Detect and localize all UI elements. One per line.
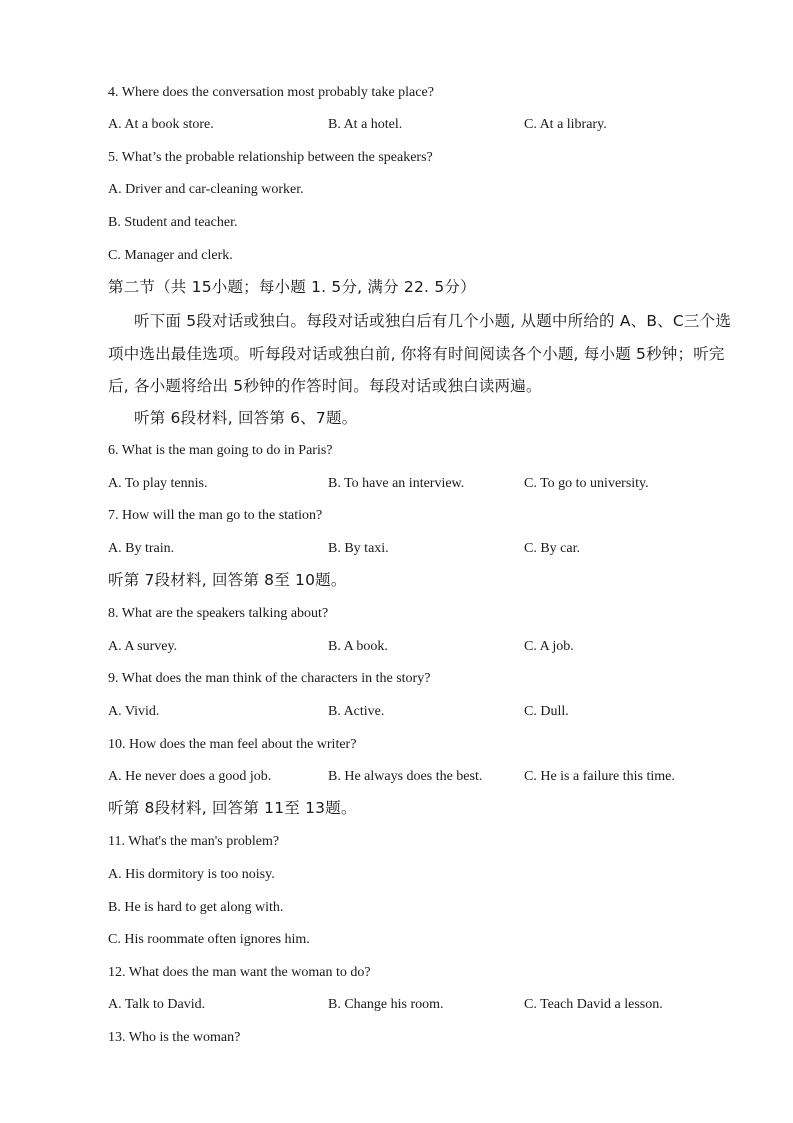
question-11-stem: 11. What's the man's problem? — [108, 834, 280, 849]
q12-option-c: C. Teach David a lesson. — [524, 997, 663, 1012]
q4-option-c: C. At a library. — [524, 117, 607, 132]
question-12-stem: 12. What does the man want the woman to do? — [108, 965, 371, 980]
q10-option-c: C. He is a failure this time. — [524, 769, 675, 784]
question-8-stem: 8. What are the speakers talking about? — [108, 606, 329, 621]
material-7-heading: 听第 7段材料, 回答第 8至 10题。 — [108, 571, 347, 589]
q6-option-b: B. To have an interview. — [328, 476, 465, 491]
q9-option-a: A. Vivid. — [108, 704, 160, 719]
question-4-stem: 4. Where does the conversation most probably take place? — [108, 85, 434, 100]
q4-option-b: B. At a hotel. — [328, 117, 403, 132]
q5-option-b: B. Student and teacher. — [108, 215, 238, 230]
question-9-stem: 9. What does the man think of the characters in the story? — [108, 671, 431, 686]
q8-option-c: C. A job. — [524, 639, 574, 654]
question-7-stem: 7. How will the man go to the station? — [108, 508, 323, 523]
q9-option-b: B. Active. — [328, 704, 385, 719]
section-2-instructions: 听下面 5段对话或独白。每段对话或独白后有几个小题, 从题中所给的 A、B、C三个选项中选出最佳选项。听每段对话或独白前, 你将有时间阅读各个小题, 每小题 5秒钟；听完后, 各小题将给出 5秒钟的作答时间。每段对话或独白读两遍。 — [108, 312, 732, 395]
q12-option-a: A. Talk to David. — [108, 997, 206, 1012]
q11-option-c: C. His roommate often ignores him. — [108, 932, 310, 947]
question-13-stem: 13. Who is the woman? — [108, 1030, 241, 1045]
material-8-heading: 听第 8段材料, 回答第 11至 13题。 — [108, 799, 357, 817]
q7-option-a: A. By train. — [108, 541, 175, 556]
q9-option-c: C. Dull. — [524, 704, 569, 719]
q5-option-a: A. Driver and car-cleaning worker. — [108, 182, 304, 197]
q7-option-c: C. By car. — [524, 541, 580, 556]
q12-option-b: B. Change his room. — [328, 997, 444, 1012]
q11-option-a: A. His dormitory is too noisy. — [108, 867, 275, 882]
q8-option-a: A. A survey. — [108, 639, 178, 654]
q5-option-c: C. Manager and clerk. — [108, 248, 233, 263]
section-2-heading: 第二节（共 15小题；每小题 1. 5分, 满分 22. 5分） — [108, 278, 476, 296]
q8-option-b: B. A book. — [328, 639, 388, 654]
q10-option-a: A. He never does a good job. — [108, 769, 272, 784]
q6-option-c: C. To go to university. — [524, 476, 649, 491]
question-10-stem: 10. How does the man feel about the writer? — [108, 737, 357, 752]
question-5-stem: 5. What’s the probable relationship between the speakers? — [108, 150, 433, 165]
question-6-stem: 6. What is the man going to do in Paris? — [108, 443, 333, 458]
q11-option-b: B. He is hard to get along with. — [108, 900, 284, 915]
q4-option-a: A. At a book store. — [108, 117, 214, 132]
q6-option-a: A. To play tennis. — [108, 476, 208, 491]
material-6-heading: 听第 6段材料, 回答第 6、7题。 — [134, 409, 358, 427]
q7-option-b: B. By taxi. — [328, 541, 389, 556]
q10-option-b: B. He always does the best. — [328, 769, 483, 784]
